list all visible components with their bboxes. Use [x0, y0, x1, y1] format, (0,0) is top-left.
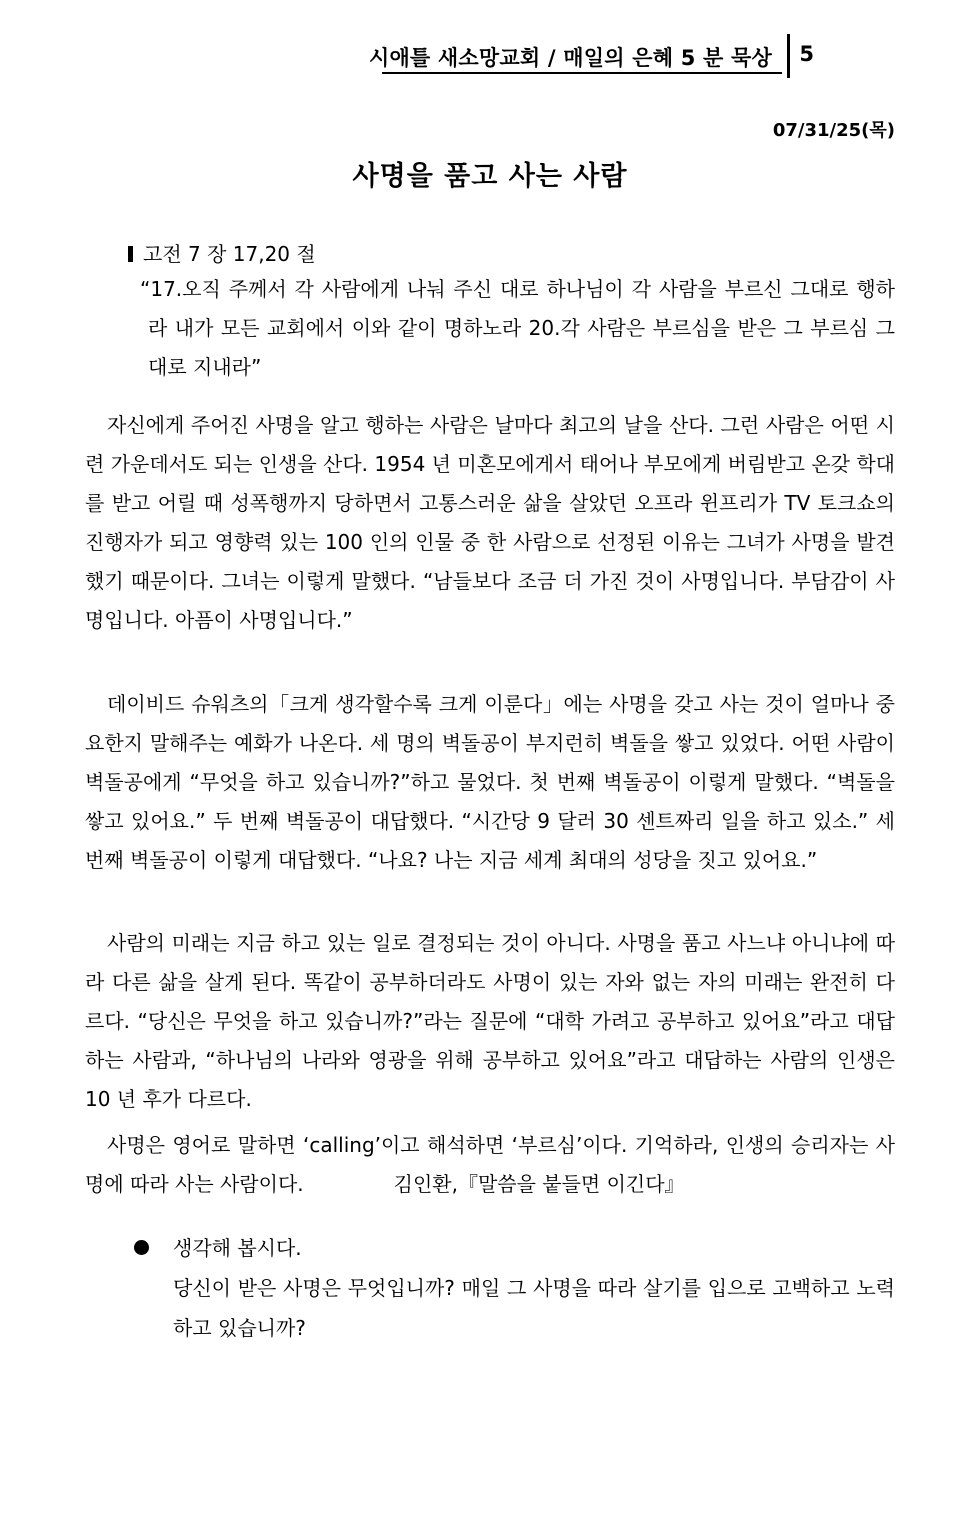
- reflection-label: 생각해 봅시다.: [173, 1236, 302, 1260]
- reflection-question: 당신이 받은 사명은 무엇입니까? 매일 그 사명을 따라 살기를 입으로 고백하고 노력하고 있습니까?: [173, 1276, 895, 1340]
- scripture-reference-text: 고전 7 장 17,20 절: [143, 242, 316, 266]
- page-title: 사명을 품고 사는 사람: [352, 161, 628, 192]
- scripture-text: “17.오직 주께서 각 사람에게 나눠 주신 대로 하나님이 각 사람을 부르신 그대로 행하라 내가 모든 교회에서 이와 같이 명하노라 20.각 사람은 부르심을 받은 그 부르심 그대로 지내라”: [140, 277, 895, 379]
- header-title: 시애틀 새소망교회 / 매일의 은혜 5 분 묵상: [368, 46, 772, 70]
- header-divider: [787, 34, 790, 78]
- date: 07/31/25(목): [772, 120, 895, 141]
- header-underline: [382, 72, 782, 74]
- scripture-reference: [128, 238, 316, 267]
- paragraph-2: 데이비드 슈워츠의「크게 생각할수록 크게 이룬다」에는 사명을 갖고 사는 것이 얼마나 중요한지 말해주는 예화가 나온다. 세 명의 벽돌공이 부지런히 벽돌을 쌓고 있었다. 어떤 사람이 벽돌공에게 “무엇을 하고 있습니까?”하고 물었다. 첫 번째 벽돌공이 이렇게 말했다. “벽돌을 쌓고 있어요.” 두 번째 벽돌공이 대답했다. “시간당 9 달러 30 센트짜리 일을 하고 있소.” 세 번째 벽돌공이 이렇게 대답했다. “나요? 나는 지금 세계 최대의 성당을 짓고 있어요.”: [85, 692, 895, 872]
- scripture-marker-icon: [128, 246, 133, 262]
- bullet-icon: [134, 1240, 149, 1255]
- source-citation: 김인환,『말씀을 붙들면 이긴다』: [393, 1172, 685, 1196]
- paragraph-4: [85, 1126, 895, 1204]
- paragraph-3: 사람의 미래는 지금 하고 있는 일로 결정되는 것이 아니다. 사명을 품고 사느냐 아니냐에 따라 다른 삶을 살게 된다. 똑같이 공부하더라도 사명이 있는 자와 없는 자의 미래는 완전히 다르다. “당신은 무엇을 하고 있습니까?”라는 질문에 “대학 가려고 공부하고 있어요”라고 대답하는 사람과, “하나님의 나라와 영광을 위해 공부하고 있어요”라고 대답하는 사람의 인생은 10 년 후가 다르다.: [85, 931, 895, 1111]
- paragraph-4-text: 사명은 영어로 말하면 ‘calling’이고 해석하면 ‘부르심’이다. 기억하라, 인생의 승리자는 사명에 따라 사는 사람이다.: [85, 1133, 895, 1196]
- page-number: 5: [799, 42, 814, 66]
- paragraph-1: 자신에게 주어진 사명을 알고 행하는 사람은 날마다 최고의 날을 산다. 그런 사람은 어떤 시련 가운데서도 되는 인생을 산다. 1954 년 미혼모에게서 태어나 부모에게 버림받고 온갖 학대를 받고 어릴 때 성폭행까지 당하면서 고통스러운 삶을 살았던 오프라 윈프리가 TV 토크쇼의 진행자가 되고 영향력 있는 100 인의 인물 중 한 사람으로 선정된 이유는 그녀가 사명을 발견했기 때문이다. 그녀는 이렇게 말했다. “남들보다 조금 더 가진 것이 사명입니다. 부담감이 사명입니다. 아픔이 사명입니다.”: [85, 413, 895, 632]
- page-header: [300, 30, 820, 82]
